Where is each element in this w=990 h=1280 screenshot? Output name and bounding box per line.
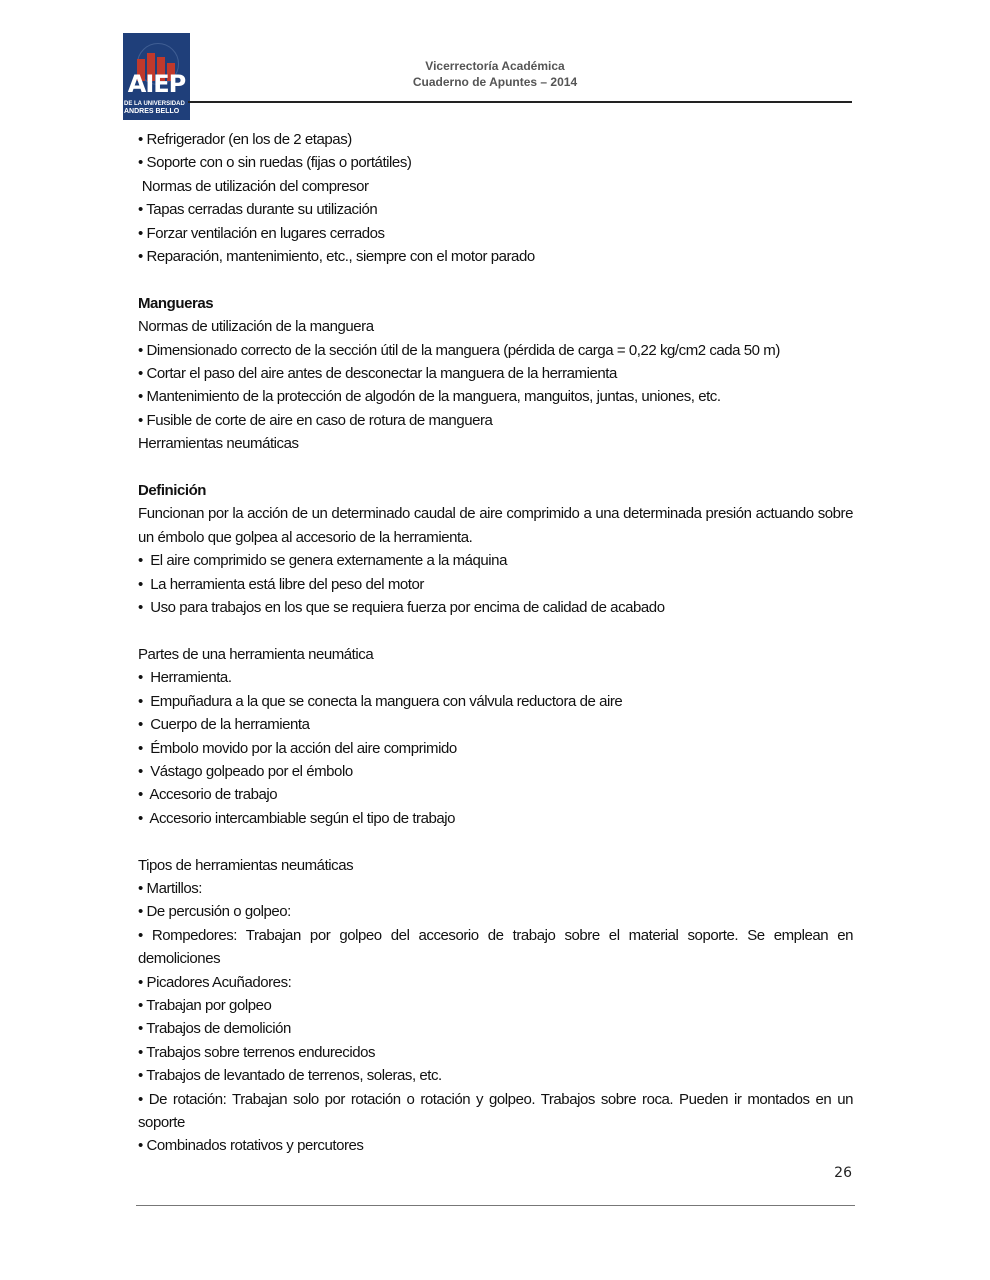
paragraph-gap	[138, 456, 853, 479]
logo-subtitle-line-1: DE LA UNIVERSIDAD	[124, 101, 185, 107]
body-line: • Dimensionado correcto de la sección útil de la manguera (pérdida de carga = 0,22 kg/cm2 cada 50 m)	[138, 341, 780, 359]
body-line: • Mantenimiento de la protección de algodón de la manguera, manguitos, juntas, uniones, etc.	[138, 388, 721, 406]
aiep-logo	[123, 33, 190, 120]
paragraph-gap	[138, 830, 853, 853]
subsection-heading-partes: Partes de una herramienta neumática	[138, 645, 374, 663]
header-divider	[188, 101, 852, 103]
logo-wordmark: AIEP	[127, 70, 186, 98]
body-line: • Forzar ventilación en lugares cerrados	[138, 224, 385, 242]
header-title-line-2: Cuaderno de Apuntes – 2014	[412, 75, 578, 89]
body-line: • Trabajos de levantado de terrenos, soleras, etc.	[138, 1067, 442, 1085]
section-heading-mangueras: Mangueras	[138, 294, 214, 312]
body-paragraph: • De rotación: Trabajan solo por rotación o rotación y golpeo. Trabajos sobre roca. Pueden ir montados en un soporte	[138, 1090, 853, 1131]
page-number: 26	[834, 1165, 852, 1181]
paragraph-gap	[138, 268, 853, 291]
body-paragraph: • Rompedores: Trabajan por golpeo del accesorio de trabajo sobre el material soporte. Se emplean en demoliciones	[138, 926, 853, 968]
body-line: • Refrigerador (en los de 2 etapas)	[138, 131, 352, 148]
body-line: • Tapas cerradas durante su utilización	[138, 201, 378, 219]
body-line: • Trabajos de demolición	[138, 1020, 291, 1038]
body-line: Herramientas neumáticas	[138, 435, 299, 453]
document-body	[138, 128, 853, 1158]
body-line: • Combinados rotativos y percutores	[138, 1137, 364, 1155]
body-line: • Reparación, mantenimiento, etc., siempre con el motor parado	[138, 248, 535, 266]
logo-subtitle	[123, 100, 191, 116]
logo-subtitle-line-2: ANDRES BELLO	[124, 108, 180, 115]
body-line: • El aire comprimido se genera externamente a la máquina	[138, 552, 507, 570]
body-line: • Cuerpo de la herramienta	[138, 716, 310, 734]
body-line: • Cortar el paso del aire antes de desconectar la manguera de la herramienta	[138, 365, 617, 383]
body-line: • Empuñadura a la que se conecta la manguera con válvula reductora de aire	[138, 692, 623, 710]
body-line: • Soporte con o sin ruedas (fijas o portátiles)	[138, 154, 412, 172]
body-line: • Trabajos sobre terrenos endurecidos	[138, 1043, 376, 1061]
subsection-heading-tipos: Tipos de herramientas neumáticas	[138, 856, 354, 874]
body-line: • Herramienta.	[138, 669, 232, 687]
body-line: Normas de utilización de la manguera	[138, 318, 374, 336]
body-line: • Vástago golpeado por el émbolo	[138, 762, 353, 780]
body-line: • De percusión o golpeo:	[138, 903, 291, 921]
section-heading-definicion: Definición	[138, 482, 207, 500]
body-line: • Accesorio intercambiable según el tipo de trabajo	[138, 809, 456, 827]
body-line: • Accesorio de trabajo	[138, 786, 278, 804]
body-line: Normas de utilización del compresor	[138, 177, 369, 195]
body-line: • Fusible de corte de aire en caso de rotura de manguera	[138, 411, 493, 429]
body-line: • La herramienta está libre del peso del motor	[138, 575, 424, 593]
body-line: • Trabajan por golpeo	[138, 996, 272, 1014]
header-title-line-1: Vicerrectoría Académica	[425, 59, 565, 73]
definition-paragraph: Funcionan por la acción de un determinado caudal de aire comprimido a una determinada presión actuando sobre un émbolo que golpea al accesorio de la herramienta.	[138, 505, 853, 546]
body-line: • Martillos:	[138, 879, 203, 897]
body-line: • Uso para trabajos en los que se requiera fuerza por encima de calidad de acabado	[138, 599, 665, 617]
paragraph-gap	[138, 620, 853, 643]
body-line: • Picadores Acuñadores:	[138, 973, 292, 991]
body-line: • Émbolo movido por la acción del aire comprimido	[138, 739, 457, 757]
footer-divider	[136, 1205, 855, 1206]
